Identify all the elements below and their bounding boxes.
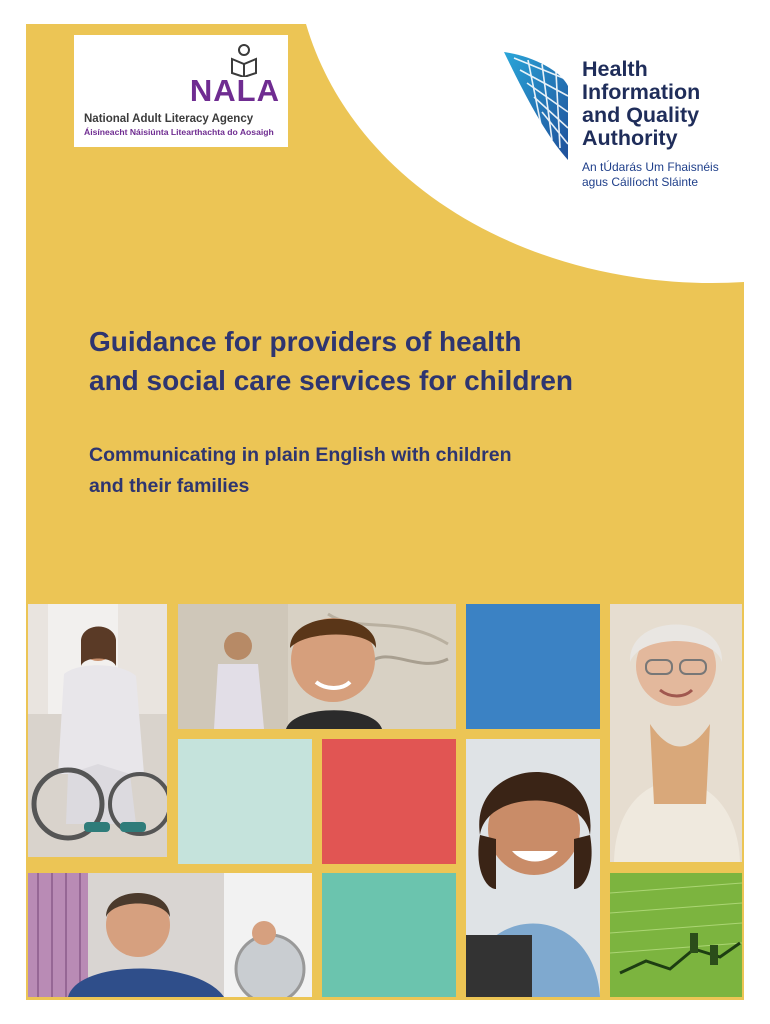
hiqa-irish-line: An tÚdarás Um Fhaisnéis (582, 160, 719, 174)
person-in-wheelchair-photo (28, 604, 167, 857)
mint-colour-tile (178, 739, 312, 864)
document-subtitle (89, 440, 689, 502)
hiqa-name-line: Health (582, 57, 648, 81)
hiqa-name (582, 58, 732, 150)
hiqa-sail-icon (502, 50, 574, 162)
reader-figure-icon (226, 43, 262, 77)
hiqa-name-line: and Quality (582, 103, 700, 127)
elderly-woman-photo (610, 604, 742, 862)
title-line: Guidance for providers of health (89, 326, 522, 357)
green-data-screen-photo (610, 873, 742, 997)
hiqa-name-line: Information (582, 80, 701, 104)
hiqa-irish-line: agus Cáilíocht Sláinte (582, 175, 699, 189)
subtitle-line: Communicating in plain English with children (89, 444, 512, 466)
man-at-washing-machine-photo (28, 873, 312, 997)
smiling-nurse-photo (466, 739, 600, 997)
teal-colour-tile (322, 873, 456, 997)
smiling-boy-photo (178, 604, 456, 729)
hiqa-irish-name (582, 160, 732, 190)
blue-colour-tile (466, 604, 600, 729)
nala-wordmark: NALA (189, 73, 280, 108)
red-colour-tile (322, 739, 456, 864)
document-title (89, 322, 709, 400)
title-line: and social care services for children (89, 365, 574, 396)
nala-irish-name: Áisíneacht Náisiúnta Litearthachta do Aosaigh (84, 127, 274, 137)
hiqa-name-line: Authority (582, 126, 678, 150)
subtitle-line: and their families (89, 475, 250, 497)
nala-logo (74, 35, 288, 147)
nala-full-name: National Adult Literacy Agency (84, 113, 254, 125)
